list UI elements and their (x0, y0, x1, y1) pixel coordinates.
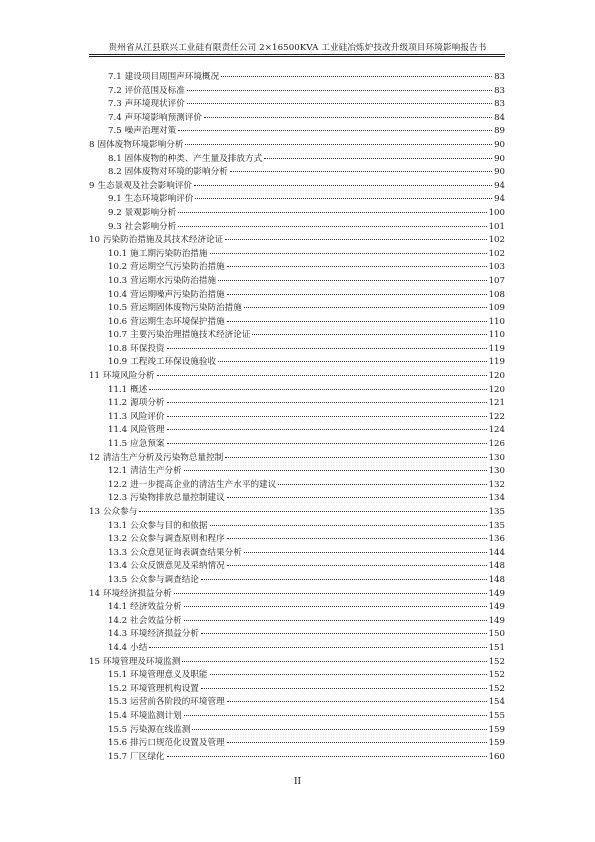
toc-entry-number: 10.9 (108, 357, 128, 368)
toc-section-entry[interactable] (89, 547, 505, 561)
toc-section-entry[interactable] (89, 751, 505, 765)
toc-dot-leader (204, 117, 492, 118)
toc-entry-title: 应急预案 (130, 439, 165, 450)
toc-entry-title: 主要污染治理措施技术经济论证 (130, 330, 251, 341)
toc-section-entry[interactable] (89, 112, 505, 126)
toc-section-entry[interactable] (89, 628, 505, 642)
toc-dot-leader (227, 701, 487, 702)
toc-entry-title: 公众参与调查结论 (130, 574, 199, 585)
toc-dot-leader (225, 457, 486, 458)
toc-chapter-entry[interactable] (89, 180, 505, 194)
toc-entry-title: 风险评价 (130, 411, 165, 422)
toc-entry-number: 10.1 (108, 248, 128, 259)
toc-entry-title: 污染源在线监测 (130, 724, 191, 735)
toc-entry-page: 126 (488, 439, 505, 450)
toc-section-entry[interactable] (89, 479, 505, 493)
toc-entry-page: 149 (488, 588, 505, 599)
toc-entry-title: 公众参与调查原则和程序 (130, 534, 225, 545)
toc-entry-page: 122 (488, 411, 505, 422)
toc-entry-title: 环境监测计划 (130, 710, 182, 721)
toc-entry-title: 风险管理 (130, 425, 165, 436)
toc-entry-page: 135 (488, 507, 505, 517)
toc-dot-leader (225, 239, 486, 240)
toc-entry-page: 148 (488, 574, 505, 585)
toc-dot-leader (184, 620, 487, 621)
toc-entry-page: 136 (488, 534, 505, 545)
toc-entry-page: 152 (488, 683, 505, 694)
toc-entry-title: 营运期水污染防治措施 (130, 275, 217, 286)
toc-dot-leader (157, 375, 487, 376)
toc-section-entry[interactable] (89, 316, 505, 330)
toc-section-entry[interactable] (89, 642, 505, 656)
running-header: 贵州省从江县联兴工业硅有限责任公司 2×16500KVA 工业硅冶炼炉技改升级项目环境影响报告书 (108, 43, 487, 53)
toc-chapter-entry[interactable] (89, 588, 505, 602)
toc-section-entry[interactable] (89, 574, 505, 588)
toc-section-entry[interactable] (89, 125, 505, 139)
toc-entry-number: 10.3 (108, 275, 128, 286)
toc-section-entry[interactable] (89, 465, 505, 479)
toc-entry-title: 污染防治措施及其技术经济论证 (102, 235, 224, 246)
toc-section-entry[interactable] (89, 710, 505, 724)
toc-dot-leader (227, 538, 487, 539)
toc-entry-page: 124 (488, 425, 505, 436)
toc-entry-number: 9.2 (108, 207, 122, 218)
toc-dot-leader (149, 389, 486, 390)
toc-section-entry[interactable] (89, 737, 505, 751)
toc-entry-number: 13.2 (108, 534, 128, 545)
toc-section-entry[interactable] (89, 669, 505, 683)
toc-dot-leader (184, 606, 487, 607)
toc-entry-title: 营运期固体废物污染防治措施 (130, 303, 242, 314)
toc-entry-page: 107 (488, 275, 505, 286)
toc-entry-number: 12.3 (108, 493, 128, 504)
toc-section-entry[interactable] (89, 71, 505, 85)
toc-entry-title: 建设项目周围声环境概况 (124, 72, 220, 82)
toc-entry-number: 15.2 (108, 683, 128, 694)
toc-entry-title: 环境管理机构设置 (130, 683, 199, 694)
toc-entry-title: 固体废物的种类、产生量及排放方式 (124, 153, 263, 164)
toc-section-entry[interactable] (89, 533, 505, 547)
toc-entry-title: 环境风险分析 (102, 371, 155, 382)
toc-entry-page: 89 (494, 126, 505, 137)
toc-entry-number: 14.1 (108, 602, 128, 613)
toc-chapter-entry[interactable] (89, 139, 505, 153)
header-rule (89, 54, 505, 55)
toc-section-entry[interactable] (89, 193, 505, 207)
toc-entry-number: 9.3 (108, 221, 122, 232)
toc-entry-title: 营运期噪声污染防治措施 (130, 289, 225, 300)
toc-entry-page: 148 (488, 561, 505, 572)
toc-entry-title: 公众参与目的和依据 (130, 520, 208, 531)
toc-entry-title: 声环境现状评价 (124, 99, 185, 110)
toc-entry-number: 15.7 (108, 751, 128, 762)
toc-entry-number: 8.1 (108, 153, 122, 164)
toc-entry-title: 公众反馈意见及采纳情况 (130, 561, 225, 572)
toc-entry-title: 进一步提高企业的清洁生产水平的建议 (130, 479, 277, 490)
toc-entry-number: 15.6 (108, 738, 128, 749)
toc-entry-page: 101 (488, 221, 505, 232)
toc-entry-number: 13.4 (108, 561, 128, 572)
toc-entry-page: 152 (488, 656, 505, 667)
toc-entry-number: 14.2 (108, 615, 128, 626)
toc-dot-leader (227, 742, 487, 743)
toc-dot-leader (230, 171, 492, 172)
toc-dot-leader (167, 429, 487, 430)
toc-section-entry[interactable] (89, 166, 505, 180)
toc-entry-title: 固体废物环境影响分析 (97, 139, 184, 150)
toc-dot-leader (182, 661, 486, 662)
toc-dot-leader (201, 579, 487, 580)
toc-dot-leader (264, 158, 492, 159)
toc-entry-page: 102 (488, 248, 505, 259)
toc-entry-number: 10.5 (108, 303, 128, 314)
toc-dot-leader (218, 361, 487, 362)
toc-dot-leader (210, 253, 487, 254)
toc-entry-page: 90 (494, 139, 505, 150)
toc-entry-number: 7.4 (108, 112, 122, 123)
toc-section-entry[interactable] (89, 302, 505, 316)
toc-dot-leader (244, 552, 487, 553)
toc-entry-page: 130 (488, 452, 505, 463)
toc-entry-title: 经济效益分析 (130, 602, 182, 613)
toc-entry-number: 10 (89, 235, 100, 246)
toc-entry-number: 14 (89, 588, 100, 599)
toc-dot-leader (187, 90, 492, 91)
toc-entry-number: 10.6 (108, 316, 128, 327)
toc-section-entry[interactable] (89, 356, 505, 370)
toc-entry-page: 160 (488, 751, 505, 762)
toc-entry-page: 119 (488, 343, 505, 354)
toc-entry-number: 10.4 (108, 289, 128, 300)
toc-entry-page: 119 (488, 357, 505, 368)
toc-dot-leader (174, 593, 487, 594)
toc-dot-leader (184, 715, 487, 716)
toc-section-entry[interactable] (89, 275, 505, 289)
toc-entry-page: 110 (488, 330, 505, 341)
toc-entry-title: 小结 (130, 642, 148, 653)
toc-section-entry[interactable] (89, 85, 505, 99)
toc-entry-title: 公众意见征询表调查结果分析 (130, 547, 242, 558)
toc-section-entry[interactable] (89, 724, 505, 738)
toc-entry-page: 100 (488, 207, 505, 218)
toc-dot-leader (227, 294, 487, 295)
toc-entry-title: 生态景观及社会影响评价 (97, 180, 193, 191)
toc-dot-leader (221, 76, 492, 77)
toc-entry-title: 环境管理意义及职能 (130, 670, 208, 681)
toc-entry-page: 154 (488, 697, 505, 708)
toc-entry-number: 7.3 (108, 99, 122, 110)
toc-entry-number: 12 (89, 452, 100, 463)
toc-section-entry[interactable] (89, 98, 505, 112)
toc-section-entry[interactable] (89, 343, 505, 357)
toc-entry-page: 108 (488, 289, 505, 300)
toc-dot-leader (139, 511, 486, 512)
toc-entry-number: 13.5 (108, 574, 128, 585)
toc-entry-number: 10.2 (108, 262, 128, 273)
toc-dot-leader (178, 226, 486, 227)
header-rule-thin (89, 56, 505, 57)
toc-entry-title: 运营前各阶段的环境管理 (130, 697, 225, 708)
toc-entry-page: 150 (488, 629, 505, 640)
toc-dot-leader (218, 280, 487, 281)
toc-entry-title: 环保投资 (130, 343, 165, 354)
toc-entry-title: 环境经济损益分析 (130, 629, 199, 640)
toc-entry-title: 噪声治理对策 (124, 126, 177, 137)
toc-entry-number: 11 (89, 371, 100, 382)
toc-entry-title: 环境管理及环境监测 (102, 656, 181, 667)
toc-entry-title: 营运期空气污染防治措施 (130, 262, 225, 273)
toc-section-entry[interactable] (89, 261, 505, 275)
toc-dot-leader (194, 185, 492, 186)
toc-dot-leader (252, 334, 486, 335)
toc-entry-page: 155 (488, 710, 505, 721)
toc-section-entry[interactable] (89, 492, 505, 506)
toc-entry-title: 污染物排放总量控制建议 (130, 493, 225, 504)
toc-entry-number: 8.2 (108, 167, 122, 178)
toc-dot-leader (178, 130, 492, 131)
toc-entry-page: 132 (488, 479, 505, 490)
toc-entry-page: 110 (488, 316, 505, 327)
toc-entry-page: 120 (488, 384, 505, 395)
toc-entry-title: 概述 (130, 384, 148, 395)
toc-dot-leader (201, 633, 487, 634)
toc-entry-number: 8 (89, 139, 95, 150)
toc-entry-title: 生态环境影响评价 (124, 194, 194, 205)
toc-dot-leader (192, 729, 486, 730)
toc-dot-leader (195, 198, 492, 199)
toc-entry-page: 149 (488, 602, 505, 613)
toc-entry-page: 83 (494, 99, 505, 110)
toc-entry-title: 源项分析 (130, 398, 165, 409)
toc-entry-page: 84 (494, 112, 505, 123)
toc-entry-number: 15.1 (108, 670, 128, 681)
toc-section-entry[interactable] (89, 683, 505, 697)
toc-dot-leader (187, 103, 492, 104)
toc-entry-number: 11.1 (108, 384, 128, 395)
toc-chapter-entry[interactable] (89, 452, 505, 466)
toc-entry-title: 环境经济损益分析 (102, 588, 172, 599)
toc-section-entry[interactable] (89, 560, 505, 574)
toc-entry-page: 159 (488, 738, 505, 749)
toc-section-entry[interactable] (89, 438, 505, 452)
toc-section-entry[interactable] (89, 520, 505, 534)
toc-dot-leader (227, 321, 487, 322)
toc-entry-page: 102 (488, 235, 505, 246)
toc-dot-leader (210, 674, 487, 675)
toc-entry-number: 13 (89, 507, 100, 517)
toc-dot-leader (178, 212, 486, 213)
toc-entry-page: 149 (488, 615, 505, 626)
toc-entry-title: 声环境影响预测评价 (124, 112, 203, 123)
toc-dot-leader (185, 144, 492, 145)
toc-entry-number: 11.5 (108, 439, 128, 450)
toc-entry-title: 固体废物对环境的影响分析 (124, 167, 228, 178)
toc-section-entry[interactable] (89, 397, 505, 411)
toc-section-entry[interactable] (89, 601, 505, 615)
toc-chapter-entry[interactable] (89, 370, 505, 384)
toc-entry-number: 13.3 (108, 547, 128, 558)
toc-section-entry[interactable] (89, 221, 505, 235)
toc-entry-number: 15.4 (108, 710, 128, 721)
toc-section-entry[interactable] (89, 248, 505, 262)
toc-entry-page: 130 (488, 466, 505, 477)
toc-entry-title: 施工期污染防治措施 (130, 248, 208, 259)
toc-entry-page: 94 (494, 194, 505, 205)
toc-entry-number: 11.3 (108, 411, 128, 422)
toc-entry-number: 7.5 (108, 126, 122, 137)
toc-section-entry[interactable] (89, 329, 505, 343)
toc-entry-title: 营运期生态环境保护措施 (130, 316, 225, 327)
toc-entry-page: 121 (488, 398, 505, 409)
toc-entry-title: 社会效益分析 (130, 615, 182, 626)
toc-section-entry[interactable] (89, 411, 505, 425)
toc-entry-number: 10.8 (108, 343, 128, 354)
toc-entry-page: 151 (488, 642, 505, 653)
toc-entry-page: 83 (494, 85, 505, 96)
toc-entry-number: 7.1 (108, 72, 122, 82)
toc-section-entry[interactable] (89, 696, 505, 710)
toc-dot-leader (184, 470, 487, 471)
toc-entry-title: 工程竣工环保设施验收 (130, 357, 217, 368)
toc-section-entry[interactable] (89, 615, 505, 629)
toc-dot-leader (227, 266, 487, 267)
toc-entry-page: 90 (494, 153, 505, 164)
toc-entry-page: 90 (494, 167, 505, 178)
toc-entry-title: 公众参与 (102, 507, 138, 517)
toc-section-entry[interactable] (89, 424, 505, 438)
page-number: II (293, 777, 302, 787)
toc-entry-number: 12.1 (108, 466, 128, 477)
toc-entry-page: 83 (494, 72, 505, 82)
toc-entry-number: 15 (89, 656, 100, 667)
toc-dot-leader (227, 565, 487, 566)
toc-entry-page: 94 (494, 180, 505, 191)
toc-entry-page: 120 (488, 371, 505, 382)
toc-dot-leader (149, 647, 486, 648)
toc-entry-number: 7.2 (108, 85, 122, 96)
toc-dot-leader (167, 348, 487, 349)
toc-entry-page: 134 (488, 493, 505, 504)
toc-chapter-entry[interactable] (89, 656, 505, 670)
toc-entry-page: 159 (488, 724, 505, 735)
toc-section-entry[interactable] (89, 207, 505, 221)
toc-entry-number: 9.1 (108, 194, 122, 205)
toc-entry-number: 9 (89, 180, 95, 191)
toc-entry-page: 152 (488, 670, 505, 681)
toc-section-entry[interactable] (89, 384, 505, 398)
toc-entry-title: 清洁生产分析 (130, 466, 182, 477)
toc-entry-title: 清洁生产分析及污染物总量控制 (102, 452, 224, 463)
toc-entry-page: 109 (488, 303, 505, 314)
toc-entry-title: 评价范围及标准 (124, 85, 185, 96)
toc-entry-number: 12.2 (108, 479, 128, 490)
toc-chapter-entry[interactable] (89, 234, 505, 248)
toc-entry-page: 135 (488, 520, 505, 531)
toc-entry-number: 14.3 (108, 629, 128, 640)
toc-entry-page: 144 (488, 547, 505, 558)
toc-dot-leader (167, 443, 487, 444)
toc-entry-page: 103 (488, 262, 505, 273)
toc-dot-leader (210, 525, 487, 526)
toc-entry-number: 14.4 (108, 642, 128, 653)
toc-dot-leader (167, 402, 487, 403)
toc-entry-number: 13.1 (108, 520, 128, 531)
toc-dot-leader (244, 307, 487, 308)
toc-dot-leader (167, 756, 487, 757)
table-of-contents (89, 71, 505, 764)
toc-dot-leader (227, 497, 487, 498)
toc-entry-title: 厂区绿化 (130, 751, 165, 762)
toc-chapter-entry[interactable] (89, 506, 505, 520)
toc-entry-number: 15.3 (108, 697, 128, 708)
toc-entry-number: 11.4 (108, 425, 128, 436)
toc-dot-leader (167, 416, 487, 417)
toc-entry-title: 社会影响分析 (124, 221, 177, 232)
toc-section-entry[interactable] (89, 153, 505, 167)
toc-entry-number: 11.2 (108, 398, 128, 409)
toc-entry-title: 排污口规范化设置及管理 (130, 738, 225, 749)
toc-section-entry[interactable] (89, 289, 505, 303)
toc-entry-title: 景观影响分析 (124, 207, 177, 218)
toc-entry-number: 10.7 (108, 330, 128, 341)
toc-dot-leader (278, 484, 486, 485)
toc-dot-leader (201, 688, 487, 689)
toc-entry-number: 15.5 (108, 724, 128, 735)
